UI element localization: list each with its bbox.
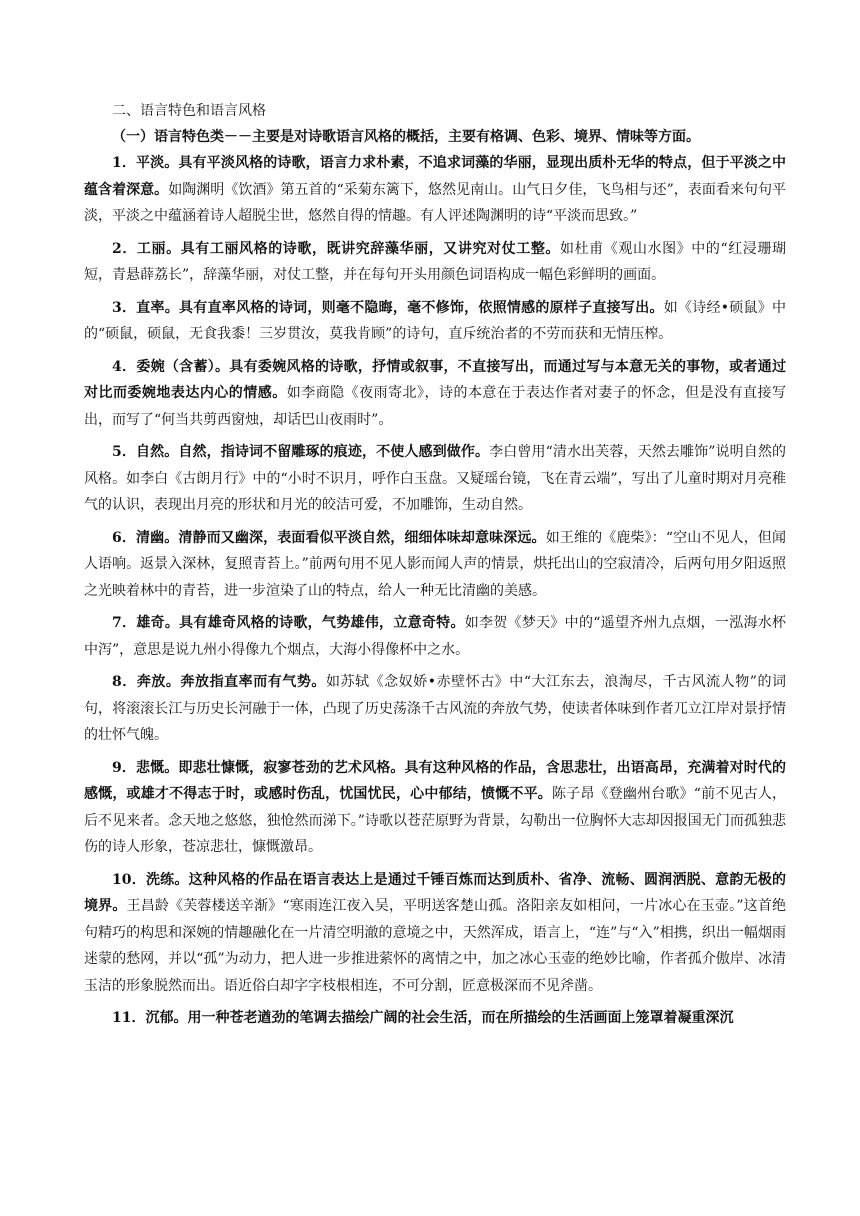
style-item-8 bbox=[84, 669, 786, 749]
item-definition: 沉郁。用一种苍老遒劲的笔调去描绘广阔的社会生活，而在所描绘的生活画面上笼罩着凝重深沉 bbox=[145, 1010, 734, 1026]
item-example: 如王维的《鹿柴》：“空山不见人，但闻人语响。返景入深林，复照青苔上。”前两句用不见人影而闻人声的情景，烘托出山的空寂清冷，后两句用夕阳返照之光映着林中的青苔，进一步渲染了山的特点，给人一种无比清幽的美感。 bbox=[84, 529, 787, 599]
style-item-4 bbox=[84, 354, 786, 434]
item-number: 11． bbox=[112, 1010, 146, 1026]
style-item-5 bbox=[84, 439, 786, 519]
style-item-9 bbox=[84, 755, 786, 861]
item-number: 2． bbox=[112, 240, 137, 257]
item-number: 4． bbox=[112, 358, 137, 375]
style-item-2 bbox=[84, 236, 786, 289]
item-number: 9． bbox=[112, 759, 137, 776]
item-number: 3． bbox=[112, 299, 137, 316]
item-number: 10． bbox=[112, 871, 146, 888]
style-item-11 bbox=[84, 1005, 786, 1032]
item-example: 王昌龄《芙蓉楼送辛渐》“寒雨连江夜入吴，平明送客楚山孤。洛阳亲友如相问，一片冰心在玉壶。”这首绝句精巧的构思和深婉的情趣融化在一片清空明澈的意境之中，天然浑成，语言上，“连”与“入”相携，织出一幅烟雨迷蒙的愁网，并以“孤”为动力，把人进一步推进萦怀的离情之中，加之冰心玉壶的绝妙比喻，作者孤介傲岸、冰清玉洁的形象脱然而出。语近俗白却字字枝根相连，不可分割，匠意极深而不见斧凿。 bbox=[84, 898, 787, 994]
item-example: 陈子昂《登幽州台歌》“前不见古人，后不见来者。念天地之悠悠，独怆然而涕下。”诗歌以苍茫原野为背景，勾勒出一位胸怀大志却因报国无门而孤独悲伤的诗人形象，苍凉悲壮，慷慨激昂。 bbox=[84, 786, 787, 855]
item-example: 如李商隐《夜雨寄北》，诗的本意在于表达作者对妻子的怀念，但是没有直接写出，而写了“何当共剪西窗烛，却话巴山夜雨时”。 bbox=[84, 385, 787, 428]
style-item-6 bbox=[84, 525, 786, 605]
item-number: 1． bbox=[112, 155, 137, 171]
item-example: 李白曾用“清水出芙蓉，天然去雕饰”说明自然的风格。如李白《古朗月行》中的“小时不识月，呼作白玉盘。又疑瑶台镜，飞在青云端”，写出了儿童时期对月亮稚气的认识，表现出月亮的形状和月光的皎洁可爱，不加雕饰，生动自然。 bbox=[84, 444, 786, 513]
item-definition: 洗练。这种风格的作品在语言表达上是通过千锤百炼而达到质朴、省净、流畅、圆润洒脱、意韵无极的境界。 bbox=[84, 871, 787, 914]
section-title: 二、语言特色和语言风格 bbox=[112, 103, 266, 119]
item-number: 7． bbox=[112, 615, 137, 631]
item-definition: 委婉（含蓄）。具有委婉风格的诗歌，抒情或叙事，不直接写出，而通过写与本意无关的事物，或者通过对比而委婉地表达内心的情感。 bbox=[84, 358, 786, 401]
item-number: 6． bbox=[112, 529, 136, 546]
document-body bbox=[84, 98, 786, 1038]
item-definition: 悲慨。即悲壮慷慨，寂寥苍劲的艺术风格。具有这种风格的作品，含思悲壮，出语高昂，充满着对时代的感慨，或雄才不得志于时，或感时伤乱，忧国忧民，心中郁结，愤慨不平。 bbox=[84, 759, 786, 802]
item-example: 如杜甫《观山水图》中的“红浸珊瑚短，青悬薜荔长”，辞藻华丽，对仗工整，并在每句开头用颜色词语构成一幅色彩鲜明的画面。 bbox=[84, 240, 786, 283]
item-example: 如苏轼《念奴娇•赤壁怀古》中“大江东去，浪淘尽，千古风流人物”的词句，将滚滚长江与历史长河融于一体，凸现了历史荡涤千古风流的奔放气势，使读者体味到作者兀立江岸对景抒情的壮怀气魄。 bbox=[84, 674, 787, 743]
item-example: 如《诗经•硕鼠》中的“硕鼠，硕鼠，无食我黍！三岁贯汝，莫我肯顾”的诗句，直斥统治者的不劳而获和无情压榨。 bbox=[84, 299, 787, 342]
item-example: 如李贺《梦天》中的“遥望齐州九点烟，一泓海水杯中泻”，意思是说九州小得像九个烟点，大海小得像杯中之水。 bbox=[84, 615, 787, 658]
style-item-10 bbox=[84, 867, 786, 1000]
style-item-1 bbox=[84, 150, 786, 230]
item-definition: 清幽。清静而又幽深，表面看似平淡自然，细细体味却意味深远。 bbox=[136, 529, 546, 546]
style-item-3 bbox=[84, 295, 786, 348]
item-definition: 自然。自然，指诗词不留雕琢的痕迹，不使人感到做作。 bbox=[136, 444, 490, 460]
subsection-heading: （一）语言特色类－－主要是对诗歌语言风格的概括，主要有格调、色彩、境界、情味等方面。 bbox=[112, 129, 700, 145]
item-definition: 平淡。具有平淡风格的诗歌，语言力求朴素，不追求词藻的华丽，显现出质朴无华的特点，但于平淡之中蕴含着深意。 bbox=[84, 155, 786, 198]
item-number: 5． bbox=[112, 444, 136, 460]
item-definition: 雄奇。具有雄奇风格的诗歌，气势雄伟，立意奇特。 bbox=[136, 615, 465, 631]
item-definition: 直率。具有直率风格的诗词，则毫不隐晦，毫不修饰，依照情感的原样子直接写出。 bbox=[136, 299, 664, 316]
item-definition: 奔放。奔放指直率而有气势。 bbox=[136, 674, 326, 690]
item-number: 8． bbox=[112, 674, 137, 690]
item-definition: 工丽。具有工丽风格的诗歌，既讲究辞藻华丽，又讲究对仗工整。 bbox=[136, 240, 560, 257]
style-item-7 bbox=[84, 610, 786, 663]
item-example: 如陶渊明《饮酒》第五首的“采菊东篱下，悠然见南山。山气日夕佳，飞鸟相与还”，表面看来句句平淡，平淡之中蕴涵着诗人超脱尘世，悠然自得的情趣。有人评述陶渊明的诗“平淡而思致。” bbox=[84, 181, 786, 224]
